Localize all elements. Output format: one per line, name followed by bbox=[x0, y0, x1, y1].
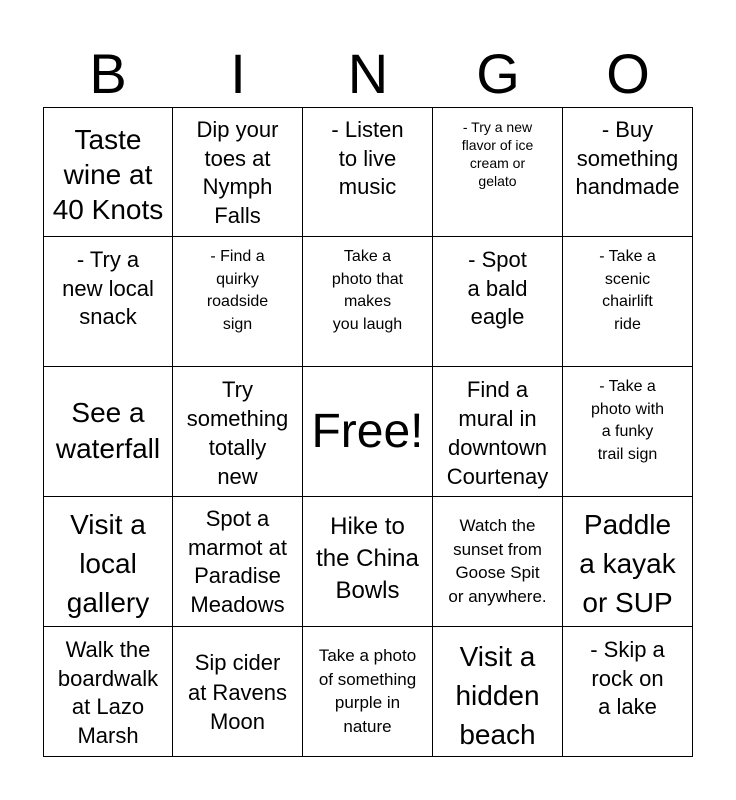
header-letter-b: B bbox=[89, 42, 127, 105]
header-letter-g: G bbox=[476, 42, 520, 105]
bingo-cell[interactable] bbox=[433, 107, 563, 237]
bingo-cell-text: - Skip a rock on a lake bbox=[590, 637, 665, 719]
bingo-cell[interactable] bbox=[563, 367, 693, 497]
bingo-cell-text: Find a mural in downtown Courtenay bbox=[446, 377, 549, 489]
bingo-cell[interactable] bbox=[303, 107, 433, 237]
bingo-cell[interactable] bbox=[303, 497, 433, 627]
bingo-cell[interactable] bbox=[303, 367, 433, 497]
bingo-cell[interactable] bbox=[43, 497, 173, 627]
bingo-cell-text: Visit a hidden beach bbox=[455, 641, 540, 750]
bingo-cell-text: Take a photo that makes you laugh bbox=[331, 248, 404, 333]
bingo-cell-text: Watch the sunset from Goose Spit or anywhere. bbox=[448, 516, 547, 606]
bingo-cell-text: - Find a quirky roadside sign bbox=[206, 248, 269, 333]
header-letter-n: N bbox=[347, 42, 389, 105]
header-letter-o: O bbox=[606, 42, 650, 105]
bingo-cell-text: - Buy something handmade bbox=[575, 117, 680, 199]
bingo-cell-text: Visit a local gallery bbox=[66, 509, 150, 618]
bingo-cell-text: Taste wine at 40 Knots bbox=[52, 124, 164, 225]
bingo-cell-text: Try something totally new bbox=[186, 377, 289, 489]
bingo-cell-text: Hike to the China Bowls bbox=[316, 513, 419, 604]
bingo-cell-text: - Try a new flavor of ice cream or gelato bbox=[461, 119, 534, 189]
bingo-cell-text: Take a photo of something purple in nature bbox=[318, 646, 417, 736]
bingo-cell[interactable] bbox=[433, 497, 563, 627]
bingo-cell[interactable] bbox=[43, 627, 173, 757]
bingo-cell[interactable] bbox=[43, 237, 173, 367]
bingo-cell[interactable] bbox=[433, 627, 563, 757]
bingo-cell[interactable] bbox=[563, 497, 693, 627]
bingo-cell[interactable] bbox=[563, 237, 693, 367]
bingo-cell[interactable] bbox=[563, 107, 693, 237]
bingo-cell-text: - Spot a bald eagle bbox=[467, 247, 528, 329]
bingo-cell[interactable] bbox=[303, 237, 433, 367]
bingo-cell-text: Paddle a kayak or SUP bbox=[579, 509, 676, 618]
bingo-cell[interactable] bbox=[173, 107, 303, 237]
bingo-cell-text: See a waterfall bbox=[55, 397, 161, 464]
bingo-cell-text: Walk the boardwalk at Lazo Marsh bbox=[57, 637, 159, 748]
bingo-cell[interactable] bbox=[173, 497, 303, 627]
header-letter-i: I bbox=[230, 42, 246, 105]
bingo-cell[interactable] bbox=[433, 237, 563, 367]
bingo-header bbox=[43, 40, 693, 108]
bingo-cell[interactable] bbox=[173, 367, 303, 497]
bingo-cell[interactable] bbox=[173, 627, 303, 757]
bingo-cell[interactable] bbox=[43, 367, 173, 497]
bingo-cell-text: - Take a scenic chairlift ride bbox=[599, 248, 656, 333]
bingo-cell-text: Dip your toes at Nymph Falls bbox=[196, 117, 279, 228]
free-space-label: Free! bbox=[311, 405, 424, 458]
bingo-cell[interactable] bbox=[563, 627, 693, 757]
bingo-cell[interactable] bbox=[43, 107, 173, 237]
bingo-cell-text: Sip cider at Ravens Moon bbox=[187, 650, 288, 734]
bingo-cell[interactable] bbox=[433, 367, 563, 497]
bingo-cell-text: - Listen to live music bbox=[331, 117, 404, 199]
bingo-cell-text: Spot a marmot at Paradise Meadows bbox=[187, 506, 288, 617]
bingo-cell-text: - Try a new local snack bbox=[62, 247, 154, 329]
bingo-cell[interactable] bbox=[173, 237, 303, 367]
bingo-grid bbox=[43, 107, 693, 757]
bingo-cell-text: - Take a photo with a funky trail sign bbox=[591, 378, 664, 463]
bingo-cell[interactable] bbox=[303, 627, 433, 757]
